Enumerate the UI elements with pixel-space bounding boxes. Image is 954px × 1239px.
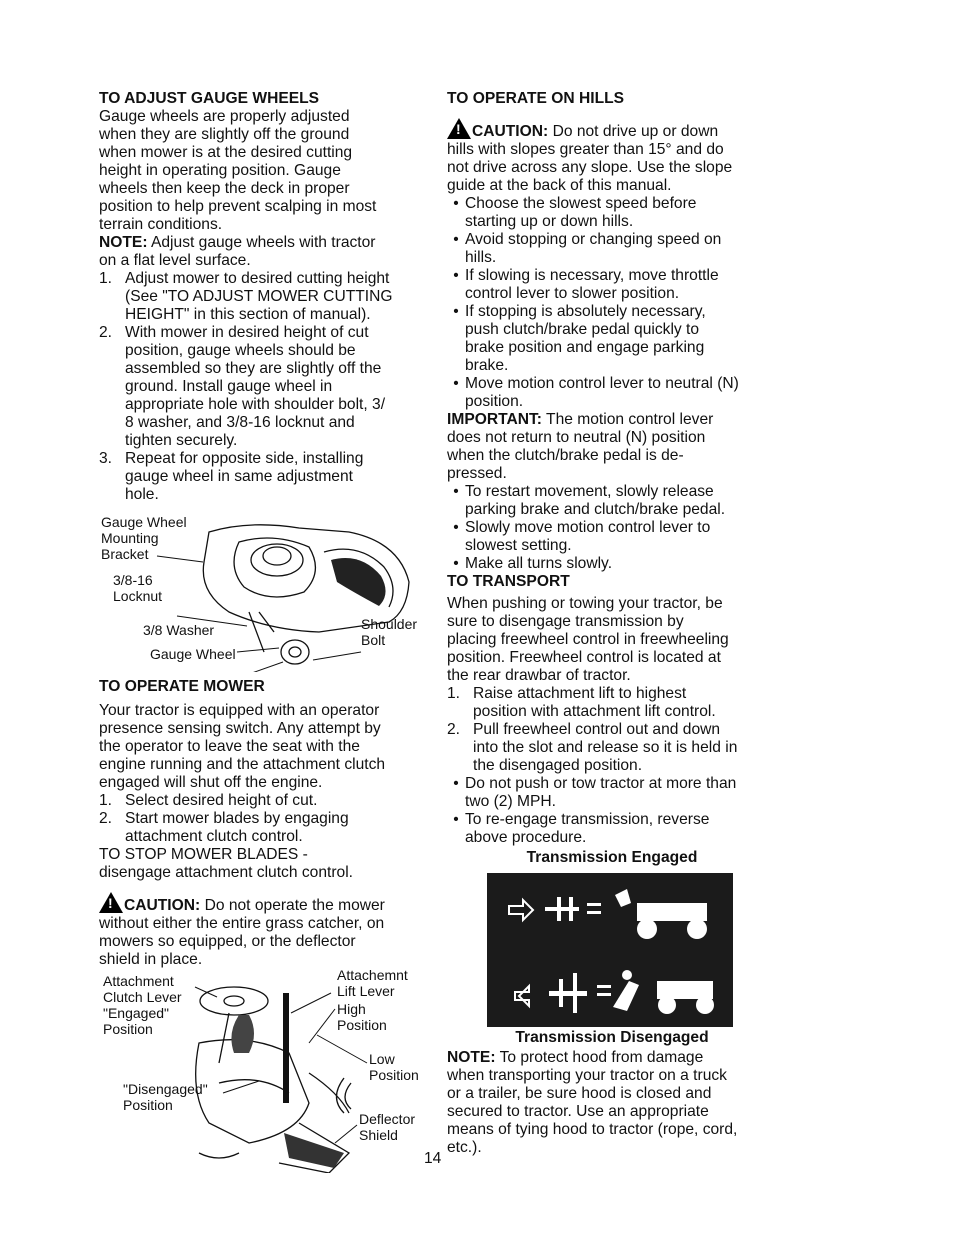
bullet-icon: • bbox=[453, 231, 459, 248]
text-line: position to help prevent scalping in most bbox=[99, 198, 377, 215]
bullet-icon: • bbox=[453, 303, 459, 320]
mower-intro bbox=[99, 702, 429, 792]
text-line: means of tying hood to tractor (rope, cord, bbox=[447, 1121, 738, 1138]
locknut-label bbox=[113, 572, 162, 604]
label-line: Shield bbox=[359, 1127, 398, 1143]
text-line: disengage attachment clutch control. bbox=[99, 864, 353, 881]
transport-heading: TO TRANSPORT bbox=[447, 573, 570, 590]
transport-note bbox=[447, 1049, 777, 1067]
lift-lever-label bbox=[337, 967, 408, 999]
list-item bbox=[447, 303, 777, 375]
list-item bbox=[99, 324, 429, 450]
text-line: Select desired height of cut. bbox=[125, 792, 318, 809]
transmission-illustration bbox=[487, 873, 733, 1027]
bullet-icon: • bbox=[453, 483, 459, 500]
caution-icon bbox=[447, 118, 471, 139]
text-line: Pull freewheel control out and down bbox=[473, 721, 721, 738]
shoulder-bolt-label bbox=[361, 616, 417, 648]
text-line: Avoid stopping or changing speed on bbox=[465, 231, 722, 248]
text-line: not drive across any slope. Use the slope bbox=[447, 159, 733, 176]
step-number: 1. bbox=[447, 685, 461, 702]
text-line: brake position and engage parking bbox=[465, 339, 705, 356]
deflector-shield-label bbox=[359, 1111, 415, 1143]
transmission-diagram bbox=[487, 873, 733, 1027]
text-line: height in operating position. Gauge bbox=[99, 162, 341, 179]
label-line: Lift Lever bbox=[337, 983, 395, 999]
disengaged-position-label bbox=[123, 1081, 208, 1113]
text-line: pressed. bbox=[447, 465, 507, 482]
bullet-icon: • bbox=[453, 519, 459, 536]
text-line: Adjust gauge wheels with tractor bbox=[147, 234, 376, 251]
bullet-icon: • bbox=[453, 811, 459, 828]
text-line: Raise attachment lift to highest bbox=[473, 685, 687, 702]
label-line: Low bbox=[369, 1051, 395, 1067]
label-line: Position bbox=[103, 1021, 153, 1037]
list-item bbox=[99, 270, 429, 324]
important-label: IMPORTANT: bbox=[447, 411, 542, 428]
bullet-icon: • bbox=[453, 555, 459, 572]
list-item bbox=[447, 483, 777, 519]
label-line: "Disengaged" bbox=[123, 1081, 208, 1097]
text-line: two (2) MPH. bbox=[465, 793, 556, 810]
list-item bbox=[447, 775, 777, 811]
engaged-position-label bbox=[103, 973, 182, 1037]
label-line: Position bbox=[123, 1097, 173, 1113]
label-line: Locknut bbox=[113, 588, 163, 604]
text-line: above procedure. bbox=[465, 829, 587, 846]
hills-bullets bbox=[447, 195, 777, 411]
label-line: Attachemnt bbox=[337, 967, 408, 983]
transmission-disengaged-caption: Transmission Disengaged bbox=[515, 1029, 709, 1046]
gauge-wheel-figure bbox=[99, 512, 429, 672]
operate-hills-heading: TO OPERATE ON HILLS bbox=[447, 90, 625, 107]
text-line: (See "TO ADJUST MOWER CUTTING bbox=[125, 288, 393, 305]
gauge-note bbox=[99, 234, 429, 252]
list-item bbox=[99, 792, 429, 810]
bullet-icon: • bbox=[453, 267, 459, 284]
label-line: Bolt bbox=[361, 632, 386, 648]
text-line: mowers so equipped, or the deflector bbox=[99, 933, 356, 950]
text-line: Do not push or tow tractor at more than bbox=[465, 775, 737, 792]
text-line: control lever to slower position. bbox=[465, 285, 680, 302]
text-line: Make all turns slowly. bbox=[465, 555, 613, 572]
text-line: guide at the back of this manual. bbox=[447, 177, 672, 194]
text-line: With mower in desired height of cut bbox=[125, 324, 369, 341]
text-line: position. bbox=[465, 393, 524, 410]
text-line: HEIGHT" in this section of manual). bbox=[125, 306, 371, 323]
text-line: assembled so they are slightly off the bbox=[125, 360, 382, 377]
caution-icon bbox=[99, 892, 123, 913]
text-line: etc.). bbox=[447, 1139, 482, 1156]
label-line: Position bbox=[369, 1067, 419, 1083]
list-item bbox=[447, 519, 777, 555]
list-item bbox=[447, 555, 777, 573]
text-line: placing freewheel control in freewheeling bbox=[447, 631, 729, 648]
caution-label: CAUTION: bbox=[124, 897, 201, 914]
bracket-label bbox=[101, 514, 187, 562]
text-line: push clutch/brake pedal quickly to bbox=[465, 321, 700, 338]
text-line: hills. bbox=[465, 249, 497, 266]
gauge-intro bbox=[99, 108, 429, 234]
label-line: Bracket bbox=[101, 546, 149, 562]
bullet-icon: • bbox=[453, 195, 459, 212]
text-line: position, gauge wheels should be bbox=[125, 342, 356, 359]
text-line: Gauge wheels are properly adjusted bbox=[99, 108, 350, 125]
text-line: attachment clutch control. bbox=[125, 828, 303, 845]
text-line: parking brake and clutch/brake pedal. bbox=[465, 501, 726, 518]
text-line: engaged will shut off the engine. bbox=[99, 774, 323, 791]
transport-intro bbox=[447, 595, 777, 685]
text-line: does not return to neutral (N) position bbox=[447, 429, 706, 446]
list-item bbox=[447, 195, 777, 231]
list-item bbox=[447, 375, 777, 411]
text-line: or a trailer, be sure hood is closed and bbox=[447, 1085, 712, 1102]
list-item bbox=[99, 450, 429, 504]
label-line: 3/8-16 bbox=[113, 572, 153, 588]
list-item bbox=[447, 267, 777, 303]
list-item bbox=[447, 231, 777, 267]
text-line: when transporting your tractor on a truck bbox=[447, 1067, 727, 1084]
text-line: Start mower blades by engaging bbox=[125, 810, 349, 827]
text-line: engine running and the attachment clutch bbox=[99, 756, 386, 773]
clutch-lever-figure bbox=[99, 967, 429, 1173]
note-label: NOTE: bbox=[99, 234, 148, 251]
text-line: slowest setting. bbox=[465, 537, 572, 554]
label-line: Shoulder bbox=[361, 616, 418, 632]
hills-caution bbox=[447, 118, 777, 141]
text-line: on a flat level surface. bbox=[99, 252, 251, 269]
list-item bbox=[99, 810, 429, 846]
label-line: Position bbox=[337, 1017, 387, 1033]
text-line: brake. bbox=[465, 357, 509, 374]
label-line: Deflector bbox=[359, 1111, 416, 1127]
text-line: wheels then keep the deck in proper bbox=[99, 180, 350, 197]
text-line: ground. Install gauge wheel in bbox=[125, 378, 333, 395]
text-line: gauge wheel in same adjustment bbox=[125, 468, 353, 485]
gauge-wheels-heading: TO ADJUST GAUGE WHEELS bbox=[99, 90, 320, 107]
list-item bbox=[447, 721, 777, 775]
text-line: 8 washer, and 3/8-16 locknut and bbox=[125, 414, 355, 431]
text-line: Choose the slowest speed before bbox=[465, 195, 697, 212]
stop-blades-line: TO STOP MOWER BLADES - bbox=[99, 846, 308, 863]
operate-mower-heading: TO OPERATE MOWER bbox=[99, 678, 265, 695]
high-position-label bbox=[337, 1001, 387, 1033]
text-line: the rear drawbar of tractor. bbox=[447, 667, 631, 684]
text-line: when they are slightly off the ground bbox=[99, 126, 350, 143]
right-column bbox=[447, 90, 777, 1157]
text-line: Your tractor is equipped with an operator bbox=[99, 702, 380, 719]
text-line: when the clutch/brake pedal is de- bbox=[447, 447, 684, 464]
step-number: 2. bbox=[99, 324, 113, 341]
text-line: secured to tractor. Use an appropriate bbox=[447, 1103, 709, 1120]
step-number: 1. bbox=[99, 270, 113, 287]
text-line: tighten securely. bbox=[125, 432, 238, 449]
gauge-wheel-label: Gauge Wheel bbox=[150, 646, 236, 662]
list-item bbox=[447, 685, 777, 721]
text-line: starting up or down hills. bbox=[465, 213, 634, 230]
important-note bbox=[447, 411, 777, 429]
text-line: Do not drive up or down bbox=[548, 123, 719, 140]
text-line: position. Freewheel control is located at bbox=[447, 649, 721, 666]
text-line: To protect hood from damage bbox=[495, 1049, 704, 1066]
caution-label: CAUTION: bbox=[472, 123, 549, 140]
text-line: Move motion control lever to neutral (N) bbox=[465, 375, 739, 392]
left-column bbox=[99, 90, 429, 1173]
step-number: 2. bbox=[99, 810, 113, 827]
text-line: Repeat for opposite side, installing bbox=[125, 450, 364, 467]
text-line: Slowly move motion control lever to bbox=[465, 519, 711, 536]
mower-caution bbox=[99, 892, 429, 915]
text-line: into the slot and release so it is held in bbox=[473, 739, 738, 756]
washer-label: 3/8 Washer bbox=[143, 622, 215, 638]
note-label: NOTE: bbox=[447, 1049, 496, 1066]
text-line: The motion control lever bbox=[542, 411, 714, 428]
text-line: appropriate hole with shoulder bolt, 3/ bbox=[125, 396, 386, 413]
text-line: position with attachment lift control. bbox=[473, 703, 716, 720]
transmission-engaged-caption: Transmission Engaged bbox=[526, 849, 698, 866]
text-line: hills with slopes greater than 15° and do bbox=[447, 141, 724, 158]
label-line: Mounting bbox=[101, 530, 159, 546]
text-line: when mower is at the desired cutting bbox=[99, 144, 353, 161]
text-line: terrain conditions. bbox=[99, 216, 223, 233]
text-line: shield in place. bbox=[99, 951, 203, 968]
text-line: To re-engage transmission, reverse bbox=[465, 811, 710, 828]
text-line: without either the entire grass catcher, on bbox=[99, 915, 385, 932]
low-position-label bbox=[369, 1051, 419, 1083]
list-item bbox=[447, 811, 777, 847]
text-line: the disengaged position. bbox=[473, 757, 643, 774]
text-line: If slowing is necessary, move throttle bbox=[465, 267, 719, 284]
hills-bullets-2 bbox=[447, 483, 777, 573]
text-line: the operator to leave the seat with the bbox=[99, 738, 360, 755]
step-number: 2. bbox=[447, 721, 461, 738]
text-line: sure to disengage transmission by bbox=[447, 613, 684, 630]
gauge-steps bbox=[99, 270, 429, 504]
text-line: Do not operate the mower bbox=[200, 897, 385, 914]
text-line: If stopping is absolutely necessary, bbox=[465, 303, 706, 320]
text-line: Adjust mower to desired cutting height bbox=[125, 270, 390, 287]
label-line: "Engaged" bbox=[103, 1005, 169, 1021]
bullet-icon: • bbox=[453, 775, 459, 792]
step-number: 1. bbox=[99, 792, 113, 809]
text-line: presence sensing switch. Any attempt by bbox=[99, 720, 381, 737]
label-line: High bbox=[337, 1001, 366, 1017]
text-line: To restart movement, slowly release bbox=[465, 483, 714, 500]
text-line: When pushing or towing your tractor, be bbox=[447, 595, 723, 612]
label-line: Gauge Wheel bbox=[101, 514, 187, 530]
label-line: Clutch Lever bbox=[103, 989, 182, 1005]
page-number: 14 bbox=[424, 1150, 442, 1167]
step-number: 3. bbox=[99, 450, 113, 467]
text-line: hole. bbox=[125, 486, 159, 503]
label-line: Attachment bbox=[103, 973, 174, 989]
bullet-icon: • bbox=[453, 375, 459, 392]
